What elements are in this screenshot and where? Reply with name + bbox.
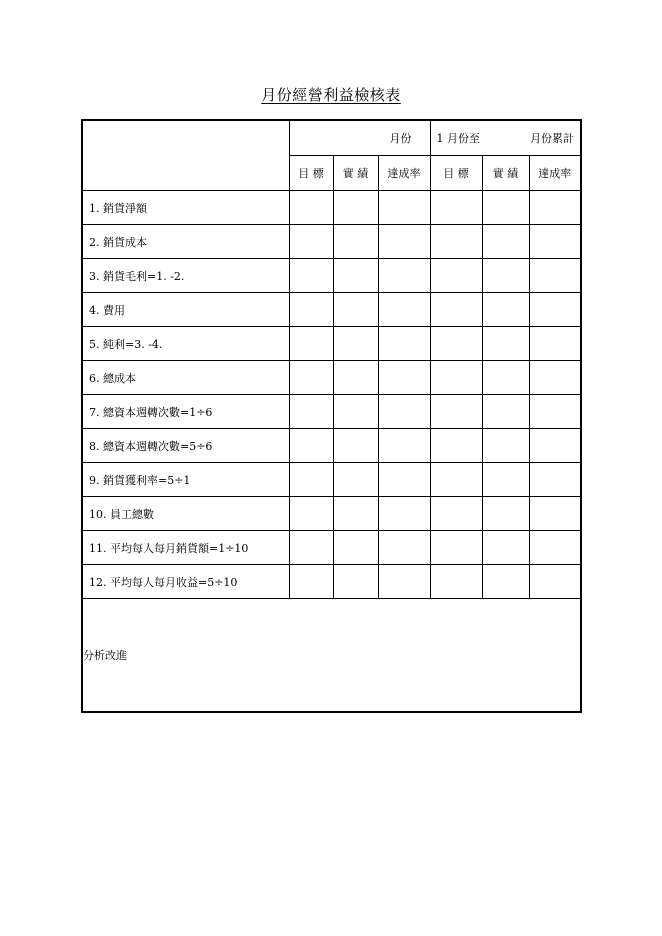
value-cell[interactable] — [430, 463, 482, 497]
table-row — [82, 565, 581, 599]
header-period-label: 月份 — [389, 132, 412, 145]
header-range-start: 1 月份至 — [436, 132, 481, 145]
row-label: 5. 純利=3. -4. — [82, 327, 289, 361]
value-cell[interactable] — [378, 191, 430, 225]
value-cell[interactable] — [378, 327, 430, 361]
value-cell[interactable] — [482, 565, 529, 599]
value-cell[interactable] — [529, 429, 581, 463]
value-cell[interactable] — [289, 225, 333, 259]
value-cell[interactable] — [378, 361, 430, 395]
page-title: 月份經營利益檢核表 — [261, 86, 401, 104]
value-cell[interactable] — [289, 327, 333, 361]
value-cell[interactable] — [333, 463, 378, 497]
value-cell[interactable] — [289, 497, 333, 531]
value-cell[interactable] — [378, 497, 430, 531]
value-cell[interactable] — [529, 293, 581, 327]
header-item-cell — [82, 120, 289, 191]
value-cell[interactable] — [430, 225, 482, 259]
value-cell[interactable] — [289, 293, 333, 327]
row-label: 6. 總成本 — [82, 361, 289, 395]
row-label: 4. 費用 — [82, 293, 289, 327]
value-cell[interactable] — [289, 531, 333, 565]
value-cell[interactable] — [289, 395, 333, 429]
value-cell[interactable] — [482, 531, 529, 565]
value-cell[interactable] — [482, 327, 529, 361]
value-cell[interactable] — [333, 429, 378, 463]
value-cell[interactable] — [333, 497, 378, 531]
value-cell[interactable] — [482, 191, 529, 225]
value-cell[interactable] — [529, 191, 581, 225]
value-cell[interactable] — [378, 259, 430, 293]
col-actual-month: 實 績 — [333, 156, 378, 191]
table-row — [82, 531, 581, 565]
value-cell[interactable] — [333, 327, 378, 361]
table-row — [82, 395, 581, 429]
header-range-cell — [430, 120, 581, 156]
value-cell[interactable] — [482, 361, 529, 395]
value-cell[interactable] — [482, 463, 529, 497]
header-row-period — [82, 120, 581, 156]
value-cell[interactable] — [378, 395, 430, 429]
value-cell[interactable] — [482, 225, 529, 259]
table-row — [82, 293, 581, 327]
value-cell[interactable] — [529, 463, 581, 497]
value-cell[interactable] — [333, 531, 378, 565]
value-cell[interactable] — [529, 327, 581, 361]
row-label: 8. 總資本週轉次數=5÷6 — [82, 429, 289, 463]
row-label: 1. 銷貨淨額 — [82, 191, 289, 225]
row-label: 7. 總資本週轉次數=1÷6 — [82, 395, 289, 429]
table-row — [82, 191, 581, 225]
value-cell[interactable] — [333, 293, 378, 327]
value-cell[interactable] — [378, 463, 430, 497]
value-cell[interactable] — [529, 565, 581, 599]
value-cell[interactable] — [430, 361, 482, 395]
row-label: 12. 平均每人每月收益=5÷10 — [82, 565, 289, 599]
value-cell[interactable] — [430, 565, 482, 599]
value-cell[interactable] — [482, 497, 529, 531]
row-label: 11. 平均每人每月銷貨額=1÷10 — [82, 531, 289, 565]
analysis-label: 分析改進 — [83, 649, 127, 662]
value-cell[interactable] — [333, 191, 378, 225]
value-cell[interactable] — [289, 361, 333, 395]
value-cell[interactable] — [430, 293, 482, 327]
value-cell[interactable] — [378, 225, 430, 259]
header-period-cell — [289, 120, 430, 156]
value-cell[interactable] — [430, 395, 482, 429]
table-row — [82, 259, 581, 293]
header-range-end: 月份累計 — [530, 132, 575, 145]
row-label: 3. 銷貨毛利=1. -2. — [82, 259, 289, 293]
value-cell[interactable] — [378, 531, 430, 565]
table-row — [82, 225, 581, 259]
analysis-row — [82, 599, 581, 713]
value-cell[interactable] — [430, 327, 482, 361]
col-target-cumulative: 目 標 — [430, 156, 482, 191]
value-cell[interactable] — [529, 225, 581, 259]
value-cell[interactable] — [333, 225, 378, 259]
value-cell[interactable] — [289, 565, 333, 599]
col-actual-cumulative: 實 績 — [482, 156, 529, 191]
value-cell[interactable] — [289, 429, 333, 463]
value-cell[interactable] — [529, 497, 581, 531]
row-label: 10. 員工總數 — [82, 497, 289, 531]
value-cell[interactable] — [289, 259, 333, 293]
row-label: 2. 銷貨成本 — [82, 225, 289, 259]
value-cell[interactable] — [378, 293, 430, 327]
value-cell[interactable] — [482, 395, 529, 429]
value-cell[interactable] — [430, 191, 482, 225]
col-rate-month: 達成率 — [378, 156, 430, 191]
value-cell[interactable] — [378, 429, 430, 463]
value-cell[interactable] — [430, 497, 482, 531]
value-cell[interactable] — [482, 259, 529, 293]
value-cell[interactable] — [430, 429, 482, 463]
value-cell[interactable] — [529, 531, 581, 565]
value-cell[interactable] — [378, 565, 430, 599]
value-cell[interactable] — [430, 531, 482, 565]
value-cell[interactable] — [529, 259, 581, 293]
value-cell[interactable] — [333, 259, 378, 293]
table-row — [82, 327, 581, 361]
value-cell[interactable] — [289, 463, 333, 497]
value-cell[interactable] — [430, 259, 482, 293]
value-cell[interactable] — [333, 565, 378, 599]
analysis-cell[interactable] — [82, 599, 581, 713]
value-cell[interactable] — [529, 395, 581, 429]
col-target-month: 目 標 — [289, 156, 333, 191]
value-cell[interactable] — [482, 429, 529, 463]
col-rate-cumulative: 達成率 — [529, 156, 581, 191]
value-cell[interactable] — [333, 395, 378, 429]
table-row — [82, 429, 581, 463]
value-cell[interactable] — [289, 191, 333, 225]
value-cell[interactable] — [333, 361, 378, 395]
table-row — [82, 463, 581, 497]
value-cell[interactable] — [482, 293, 529, 327]
table-row — [82, 361, 581, 395]
value-cell[interactable] — [529, 361, 581, 395]
table-row — [82, 497, 581, 531]
profit-check-table — [81, 119, 582, 713]
row-label: 9. 銷貨獲利率=5÷1 — [82, 463, 289, 497]
